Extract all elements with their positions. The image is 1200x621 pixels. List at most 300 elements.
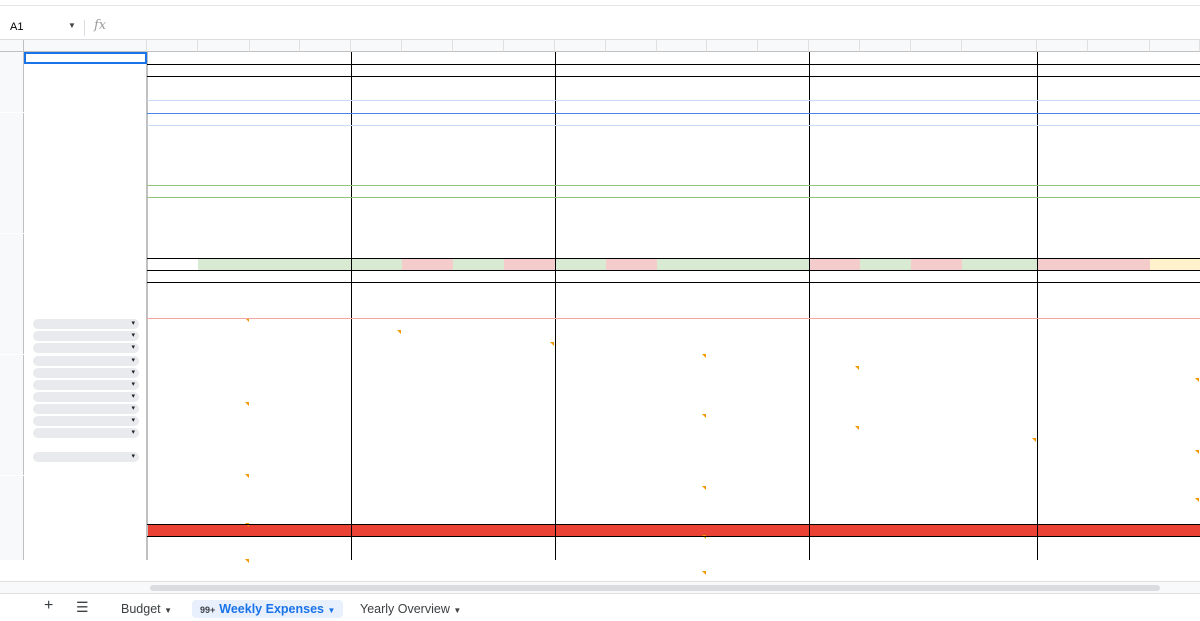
value-cell[interactable] <box>758 342 806 354</box>
column-header[interactable] <box>555 40 606 52</box>
value-cell[interactable] <box>453 318 501 330</box>
row-header[interactable] <box>0 463 24 475</box>
row-header[interactable] <box>0 209 24 221</box>
value-cell[interactable] <box>506 536 554 548</box>
value-cell[interactable] <box>707 488 755 500</box>
value-cell[interactable] <box>1088 439 1147 451</box>
value-cell[interactable] <box>606 173 654 185</box>
value-cell[interactable] <box>911 355 959 367</box>
value-cell[interactable] <box>300 379 348 391</box>
value-cell[interactable] <box>504 488 552 500</box>
value-cell[interactable] <box>198 488 247 500</box>
value-cell[interactable] <box>147 197 195 209</box>
value-cell[interactable] <box>300 125 348 137</box>
column-header[interactable] <box>453 40 504 52</box>
value-cell[interactable] <box>657 113 704 125</box>
value-cell[interactable] <box>555 258 606 270</box>
value-cell[interactable] <box>1152 536 1199 548</box>
value-cell[interactable] <box>657 258 707 270</box>
value-cell[interactable] <box>707 246 755 258</box>
value-cell[interactable] <box>250 403 297 415</box>
row-header[interactable] <box>0 451 24 463</box>
value-cell[interactable] <box>913 536 961 548</box>
value-cell[interactable] <box>758 318 806 330</box>
value-cell[interactable] <box>606 403 654 415</box>
value-cell[interactable] <box>1088 258 1150 270</box>
value-cell[interactable] <box>911 367 959 379</box>
value-cell[interactable] <box>962 500 1034 512</box>
value-cell[interactable] <box>402 403 450 415</box>
sheet-grid[interactable] <box>0 40 1200 581</box>
value-cell[interactable] <box>1088 403 1147 415</box>
category-dropdown[interactable] <box>33 392 139 402</box>
value-cell[interactable] <box>860 234 908 246</box>
value-cell[interactable] <box>300 100 348 112</box>
value-cell[interactable] <box>147 500 195 512</box>
value-cell[interactable] <box>504 342 552 354</box>
value-cell[interactable] <box>250 379 297 391</box>
value-cell[interactable] <box>198 246 247 258</box>
value-cell[interactable] <box>300 113 348 125</box>
value-cell[interactable] <box>453 173 501 185</box>
value-cell[interactable] <box>300 427 348 439</box>
value-cell[interactable] <box>860 113 908 125</box>
value-cell[interactable] <box>809 173 857 185</box>
value-cell[interactable] <box>962 185 1034 197</box>
total-expense-cell[interactable] <box>198 524 247 536</box>
row-header[interactable] <box>0 173 24 185</box>
value-cell[interactable] <box>707 367 755 379</box>
value-cell[interactable] <box>555 234 603 246</box>
value-cell[interactable] <box>504 100 552 112</box>
value-cell[interactable] <box>1088 355 1147 367</box>
value-cell[interactable] <box>453 100 501 112</box>
total-expense-cell[interactable] <box>453 524 501 536</box>
value-cell[interactable] <box>147 246 195 258</box>
value-cell[interactable] <box>860 391 908 403</box>
value-cell[interactable] <box>402 197 450 209</box>
value-cell[interactable] <box>453 113 501 125</box>
column-header[interactable] <box>250 40 300 52</box>
column-header[interactable] <box>809 40 860 52</box>
value-cell[interactable] <box>198 100 247 112</box>
value-cell[interactable] <box>758 234 806 246</box>
value-cell[interactable] <box>707 100 755 112</box>
value-cell[interactable] <box>860 488 908 500</box>
value-cell[interactable] <box>198 474 247 486</box>
value-cell[interactable] <box>758 197 806 209</box>
value-cell[interactable] <box>147 185 195 197</box>
value-cell[interactable] <box>147 427 195 439</box>
value-cell[interactable] <box>147 367 195 379</box>
row-header[interactable] <box>0 427 24 439</box>
value-cell[interactable] <box>606 500 654 512</box>
row-header[interactable] <box>0 125 24 137</box>
value-cell[interactable] <box>453 234 501 246</box>
value-cell[interactable] <box>402 125 450 137</box>
value-cell[interactable] <box>1037 500 1085 512</box>
value-cell[interactable] <box>250 500 297 512</box>
value-cell[interactable] <box>657 185 704 197</box>
value-cell[interactable] <box>657 197 704 209</box>
value-cell[interactable] <box>402 330 450 342</box>
value-cell[interactable] <box>606 451 654 463</box>
value-cell[interactable] <box>758 173 806 185</box>
selected-cell[interactable] <box>24 52 147 64</box>
value-cell[interactable] <box>758 488 806 500</box>
value-cell[interactable] <box>962 258 1037 270</box>
row-header[interactable] <box>0 306 24 318</box>
row-header[interactable] <box>0 330 24 342</box>
value-cell[interactable] <box>911 330 959 342</box>
value-cell[interactable] <box>300 234 348 246</box>
total-expense-cell[interactable] <box>860 524 908 536</box>
value-cell[interactable] <box>1037 403 1085 415</box>
value-cell[interactable] <box>453 488 501 500</box>
value-cell[interactable] <box>1039 536 1087 548</box>
value-cell[interactable] <box>962 173 1034 185</box>
category-dropdown[interactable] <box>33 380 139 390</box>
row-header[interactable] <box>0 258 24 270</box>
value-cell[interactable] <box>555 173 603 185</box>
value-cell[interactable] <box>1088 379 1147 391</box>
value-cell[interactable] <box>147 282 195 294</box>
value-cell[interactable] <box>198 282 247 294</box>
category-dropdown[interactable] <box>33 331 139 341</box>
value-cell[interactable] <box>504 234 552 246</box>
column-header[interactable] <box>24 40 147 52</box>
value-cell[interactable] <box>1088 282 1147 294</box>
value-cell[interactable] <box>707 282 755 294</box>
tab-yearly-overview[interactable] <box>360 600 461 618</box>
column-header[interactable] <box>300 40 351 52</box>
value-cell[interactable] <box>300 330 348 342</box>
value-cell[interactable] <box>402 379 450 391</box>
value-cell[interactable] <box>351 173 399 185</box>
total-expense-cell[interactable] <box>707 524 755 536</box>
value-cell[interactable] <box>707 234 755 246</box>
value-cell[interactable] <box>1088 197 1147 209</box>
row-header[interactable] <box>0 161 24 173</box>
value-cell[interactable] <box>1037 391 1085 403</box>
value-cell[interactable] <box>351 185 399 197</box>
value-cell[interactable] <box>402 258 453 270</box>
value-cell[interactable] <box>911 234 959 246</box>
value-cell[interactable] <box>1037 330 1085 342</box>
row-header[interactable] <box>0 379 24 391</box>
value-cell[interactable] <box>860 197 908 209</box>
category-dropdown[interactable] <box>33 416 139 426</box>
value-cell[interactable] <box>758 439 806 451</box>
value-cell[interactable] <box>147 173 195 185</box>
value-cell[interactable] <box>657 282 704 294</box>
value-cell[interactable] <box>657 173 704 185</box>
row-header[interactable] <box>0 367 24 379</box>
value-cell[interactable] <box>504 500 552 512</box>
value-cell[interactable] <box>606 488 654 500</box>
value-cell[interactable] <box>1150 113 1197 125</box>
value-cell[interactable] <box>402 185 450 197</box>
value-cell[interactable] <box>758 258 809 270</box>
value-cell[interactable] <box>557 536 605 548</box>
value-cell[interactable] <box>300 318 348 330</box>
value-cell[interactable] <box>1088 500 1147 512</box>
value-cell[interactable] <box>1088 125 1147 137</box>
value-cell[interactable] <box>1090 536 1149 548</box>
total-expense-cell[interactable] <box>504 524 552 536</box>
value-cell[interactable] <box>1150 378 1197 390</box>
value-cell[interactable] <box>657 125 704 137</box>
category-dropdown[interactable] <box>33 356 139 366</box>
value-cell[interactable] <box>300 282 348 294</box>
value-cell[interactable] <box>453 246 501 258</box>
tab-weekly-expenses[interactable] <box>192 600 343 618</box>
value-cell[interactable] <box>453 185 501 197</box>
value-cell[interactable] <box>402 488 450 500</box>
value-cell[interactable] <box>300 197 348 209</box>
value-cell[interactable] <box>250 282 297 294</box>
total-expense-cell[interactable] <box>1150 524 1197 536</box>
row-header[interactable] <box>0 113 24 125</box>
value-cell[interactable] <box>606 439 654 451</box>
value-cell[interactable] <box>504 113 552 125</box>
value-cell[interactable] <box>962 100 1034 112</box>
value-cell[interactable] <box>1088 246 1147 258</box>
value-cell[interactable] <box>606 113 654 125</box>
value-cell[interactable] <box>555 185 603 197</box>
value-cell[interactable] <box>147 234 195 246</box>
value-cell[interactable] <box>555 113 603 125</box>
value-cell[interactable] <box>809 246 857 258</box>
value-cell[interactable] <box>504 125 552 137</box>
value-cell[interactable] <box>198 559 247 571</box>
value-cell[interactable] <box>860 173 908 185</box>
value-cell[interactable] <box>1088 451 1147 463</box>
row-header[interactable] <box>0 149 24 161</box>
value-cell[interactable] <box>1150 258 1200 270</box>
value-cell[interactable] <box>911 113 959 125</box>
value-cell[interactable] <box>758 451 806 463</box>
value-cell[interactable] <box>351 234 399 246</box>
value-cell[interactable] <box>453 197 501 209</box>
value-cell[interactable] <box>198 125 247 137</box>
value-cell[interactable] <box>198 185 247 197</box>
row-header[interactable] <box>0 512 24 524</box>
row-header[interactable] <box>0 137 24 149</box>
row-header[interactable] <box>0 488 24 500</box>
value-cell[interactable] <box>300 488 348 500</box>
value-cell[interactable] <box>351 197 399 209</box>
value-cell[interactable] <box>250 318 297 330</box>
value-cell[interactable] <box>707 113 755 125</box>
value-cell[interactable] <box>809 282 857 294</box>
value-cell[interactable] <box>198 402 247 414</box>
value-cell[interactable] <box>1037 197 1085 209</box>
value-cell[interactable] <box>911 125 959 137</box>
horizontal-scrollbar[interactable] <box>0 581 1200 593</box>
value-cell[interactable] <box>402 282 450 294</box>
value-cell[interactable] <box>250 246 297 258</box>
column-header[interactable] <box>758 40 809 52</box>
value-cell[interactable] <box>809 125 857 137</box>
value-cell[interactable] <box>1037 173 1085 185</box>
value-cell[interactable] <box>657 234 704 246</box>
value-cell[interactable] <box>860 258 911 270</box>
value-cell[interactable] <box>300 185 348 197</box>
value-cell[interactable] <box>606 391 654 403</box>
total-expense-cell[interactable] <box>657 524 704 536</box>
category-dropdown[interactable] <box>33 343 139 353</box>
total-expense-cell[interactable] <box>1037 524 1085 536</box>
value-cell[interactable] <box>147 488 195 500</box>
total-expense-cell[interactable] <box>606 524 654 536</box>
value-cell[interactable] <box>1088 318 1147 330</box>
row-header[interactable] <box>0 52 24 64</box>
value-cell[interactable] <box>962 282 1034 294</box>
total-expense-cell[interactable] <box>758 524 806 536</box>
value-cell[interactable] <box>606 246 654 258</box>
value-cell[interactable] <box>657 246 704 258</box>
value-cell[interactable] <box>250 100 297 112</box>
value-cell[interactable] <box>811 536 859 548</box>
column-header[interactable] <box>1037 40 1088 52</box>
row-header[interactable] <box>0 76 24 88</box>
row-header[interactable] <box>0 439 24 451</box>
column-header[interactable] <box>657 40 707 52</box>
value-cell[interactable] <box>606 185 654 197</box>
value-cell[interactable] <box>402 318 450 330</box>
value-cell[interactable] <box>1037 258 1088 270</box>
value-cell[interactable] <box>351 330 399 342</box>
value-cell[interactable] <box>504 258 555 270</box>
value-cell[interactable] <box>555 427 603 439</box>
column-header[interactable] <box>1150 40 1200 52</box>
row-header[interactable] <box>0 403 24 415</box>
value-cell[interactable] <box>1037 367 1085 379</box>
value-cell[interactable] <box>402 439 450 451</box>
value-cell[interactable] <box>709 536 757 548</box>
value-cell[interactable] <box>147 379 195 391</box>
row-header[interactable] <box>0 391 24 403</box>
value-cell[interactable] <box>758 391 806 403</box>
value-cell[interactable] <box>809 113 857 125</box>
value-cell[interactable] <box>758 246 806 258</box>
value-cell[interactable] <box>353 536 401 548</box>
value-cell[interactable] <box>198 113 247 125</box>
value-cell[interactable] <box>860 125 908 137</box>
row-header[interactable] <box>0 342 24 354</box>
total-expense-cell[interactable] <box>555 524 603 536</box>
value-cell[interactable] <box>606 282 654 294</box>
row-header[interactable] <box>0 548 24 560</box>
value-cell[interactable] <box>707 500 755 512</box>
value-cell[interactable] <box>300 246 348 258</box>
value-cell[interactable] <box>250 234 297 246</box>
total-expense-cell[interactable] <box>147 524 195 536</box>
value-cell[interactable] <box>758 100 806 112</box>
value-cell[interactable] <box>555 403 603 415</box>
value-cell[interactable] <box>1150 125 1197 137</box>
value-cell[interactable] <box>911 258 962 270</box>
value-cell[interactable] <box>402 246 450 258</box>
value-cell[interactable] <box>606 125 654 137</box>
value-cell[interactable] <box>250 427 297 439</box>
tab-budget[interactable] <box>121 600 172 618</box>
value-cell[interactable] <box>198 500 247 512</box>
column-header[interactable] <box>962 40 1037 52</box>
value-cell[interactable] <box>1037 379 1085 391</box>
value-cell[interactable] <box>962 488 1034 500</box>
value-cell[interactable] <box>147 125 195 137</box>
value-cell[interactable] <box>707 427 755 439</box>
value-cell[interactable] <box>250 258 300 270</box>
row-header[interactable] <box>0 294 24 306</box>
value-cell[interactable] <box>1150 450 1197 462</box>
value-cell[interactable] <box>1037 100 1085 112</box>
category-dropdown[interactable] <box>33 319 139 329</box>
value-cell[interactable] <box>453 439 501 451</box>
value-cell[interactable] <box>911 500 959 512</box>
row-header[interactable] <box>0 64 24 76</box>
row-header[interactable] <box>0 355 24 367</box>
value-cell[interactable] <box>453 379 501 391</box>
value-cell[interactable] <box>1150 246 1197 258</box>
value-cell[interactable] <box>657 571 704 581</box>
row-header[interactable] <box>0 270 24 282</box>
value-cell[interactable] <box>657 414 704 426</box>
value-cell[interactable] <box>351 500 399 512</box>
value-cell[interactable] <box>707 185 755 197</box>
column-header[interactable] <box>504 40 555 52</box>
value-cell[interactable] <box>1088 488 1147 500</box>
value-cell[interactable] <box>758 500 806 512</box>
value-cell[interactable] <box>402 100 450 112</box>
value-cell[interactable] <box>606 379 654 391</box>
value-cell[interactable] <box>555 100 603 112</box>
value-cell[interactable] <box>555 125 603 137</box>
value-cell[interactable] <box>860 451 908 463</box>
value-cell[interactable] <box>1037 451 1085 463</box>
value-cell[interactable] <box>1037 439 1085 451</box>
value-cell[interactable] <box>1150 234 1197 246</box>
value-cell[interactable] <box>300 258 351 270</box>
value-cell[interactable] <box>758 403 806 415</box>
value-cell[interactable] <box>809 197 857 209</box>
value-cell[interactable] <box>250 197 297 209</box>
value-cell[interactable] <box>453 282 501 294</box>
value-cell[interactable] <box>1088 234 1147 246</box>
value-cell[interactable] <box>1037 246 1085 258</box>
value-cell[interactable] <box>402 173 450 185</box>
value-cell[interactable] <box>809 426 857 438</box>
value-cell[interactable] <box>147 318 195 330</box>
value-cell[interactable] <box>250 125 297 137</box>
value-cell[interactable] <box>1037 318 1085 330</box>
value-cell[interactable] <box>707 125 755 137</box>
row-header[interactable] <box>0 282 24 294</box>
total-expense-cell[interactable] <box>402 524 450 536</box>
value-cell[interactable] <box>250 488 297 500</box>
value-cell[interactable] <box>555 439 603 451</box>
value-cell[interactable] <box>707 403 755 415</box>
value-cell[interactable] <box>809 234 857 246</box>
value-cell[interactable] <box>300 173 348 185</box>
value-cell[interactable] <box>402 500 450 512</box>
value-cell[interactable] <box>1037 113 1085 125</box>
value-cell[interactable] <box>707 173 755 185</box>
value-cell[interactable] <box>147 355 195 367</box>
value-cell[interactable] <box>250 439 297 451</box>
